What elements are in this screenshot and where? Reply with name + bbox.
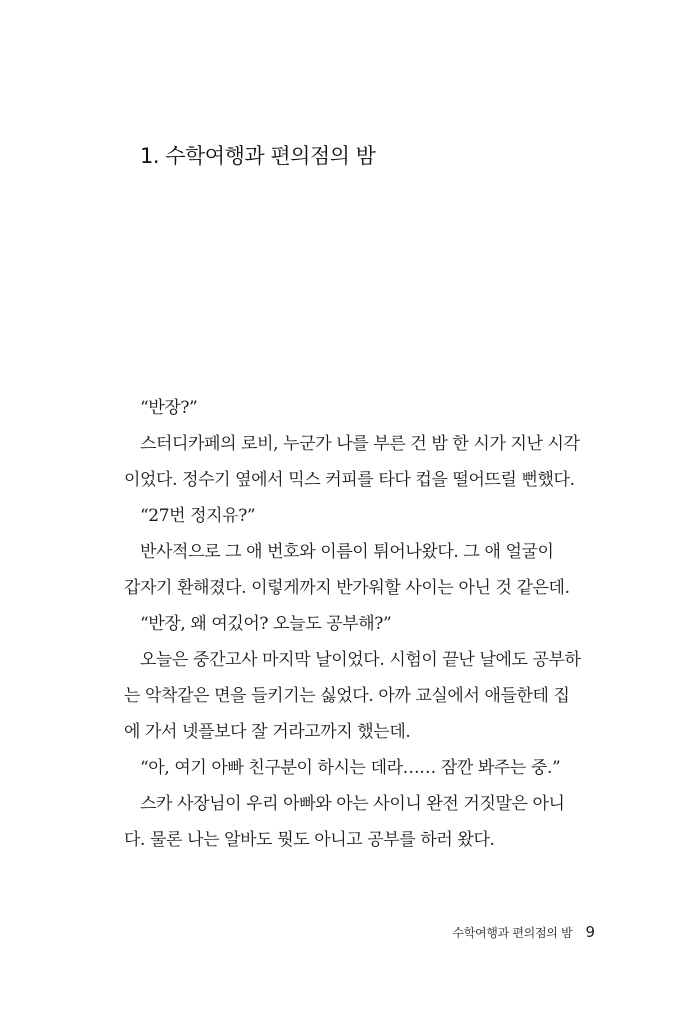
paragraph-line: “아, 여기 아빠 친구분이 하시는 데라…… 잠깐 봐주는 중.” [140,758,561,778]
paragraph-line: 반사적으로 그 애 번호와 이름이 튀어나왔다. 그 애 얼굴이 [140,542,554,562]
chapter-title: 1. 수학여행과 편의점의 밤 [140,144,376,168]
page-number: 9 [585,923,595,941]
running-head: 수학여행과 편의점의 밤 [452,926,573,940]
paragraph-line: 는 악착같은 면을 들키기는 싫었다. 아까 교실에서 애들한테 집 [124,686,570,706]
body-text [124,390,594,858]
paragraph-line: “27번 정지유?” [140,506,256,526]
paragraph-line: 다. 물론 나는 알바도 뭣도 아니고 공부를 하러 왔다. [124,830,495,850]
paragraph-line: “반장?” [140,398,198,418]
paragraph-line: “반장, 왜 여깄어? 오늘도 공부해?” [140,614,392,634]
page-footer [452,922,595,941]
paragraph-line: 스터디카페의 로비, 누군가 나를 부른 건 밤 한 시가 지난 시각 [140,434,580,454]
paragraph-line: 갑자기 환해졌다. 이렇게까지 반가워할 사이는 아닌 것 같은데. [124,578,570,598]
paragraph-line: 에 가서 넷플보다 잘 거라고까지 했는데. [124,722,411,742]
paragraph-line: 이었다. 정수기 옆에서 믹스 커피를 타다 컵을 떨어뜨릴 뻔했다. [124,470,575,490]
paragraph-line: 오늘은 중간고사 마지막 날이었다. 시험이 끝난 날에도 공부하 [140,650,581,670]
paragraph-line: 스카 사장님이 우리 아빠와 아는 사이니 완전 거짓말은 아니 [140,794,565,814]
